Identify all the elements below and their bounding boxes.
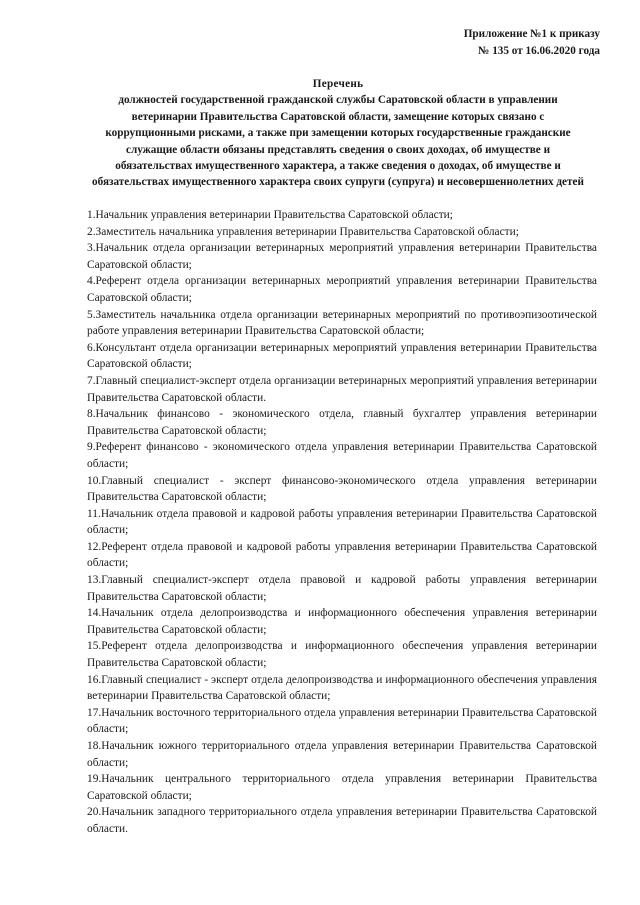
position-item: 6.Консультант отдела организации ветеринарных мероприятий управления ветеринарии Правительства Саратовской области; [87, 341, 597, 371]
position-item: 18.Начальник южного территориального отдела управления ветеринарии Правительства Саратовской области; [87, 740, 597, 769]
positions-list [87, 207, 597, 838]
position-item: 7.Главный специалист-эксперт отдела организации ветеринарных мероприятий управления ветеринарии Правительства Саратовской области. [87, 374, 597, 404]
appendix-header [400, 26, 600, 60]
position-item: 8.Начальник финансово - экономического отдела, главный бухгалтер управления ветеринарии Правительства Саратовской области; [87, 408, 597, 437]
position-item: 5.Заместитель начальника отдела организации ветеринарных мероприятий по противоэпизоотической работе управления ветеринарии Правительства Саратовской области; [87, 308, 597, 338]
position-item: 13.Главный специалист-эксперт отдела правовой и кадровой работы управления ветеринарии Правительства Саратовской области; [87, 574, 597, 603]
position-item: 17.Начальник восточного территориального отдела управления ветеринарии Правительства Саратовской области; [87, 706, 597, 736]
position-item: 1.Начальник управления ветеринарии Правительства Саратовской области; [87, 209, 453, 221]
title-subtitle: должностей государственной гражданской службы Саратовской области в управлении ветеринарии Правительства Саратовской области, замещение которых связано с коррупционными рисками, а также при замещении которых государственные гражданские служащие области обязаны представлять сведения о своих доходах, об имуществе и обязательствах имущественного характера, а также сведения о доходах, об имуществе и обязательствах имущественного характера своих супруги (супруга) и несовершеннолетних детей [92, 94, 584, 189]
position-item: 4.Референт отдела организации ветеринарных мероприятий управления ветеринарии Правительства Саратовской области; [87, 275, 597, 304]
position-item: 9.Референт финансово - экономического отдела управления ветеринарии Правительства Саратовской области; [87, 441, 597, 470]
position-item: 14.Начальник отдела делопроизводства и информационного обеспечения управления ветеринарии Правительства Саратовской области; [87, 607, 597, 636]
appendix-line-2: № 135 от 16.06.2020 года [478, 45, 600, 57]
position-item: 20.Начальник западного территориального отдела управления ветеринарии Правительства Саратовской области. [87, 806, 597, 835]
document-title [88, 76, 588, 191]
position-item: 11.Начальник отдела правовой и кадровой работы управления ветеринарии Правительства Саратовской области; [87, 507, 597, 537]
position-item: 12.Референт отдела правовой и кадровой работы управления ветеринарии Правительства Саратовской области; [87, 540, 597, 570]
position-item: 2.Заместитель начальника управления ветеринарии Правительства Саратовской области; [87, 225, 519, 238]
position-item: 10.Главный специалист - эксперт финансово-экономического отдела управления ветеринарии Правительства Саратовской области; [87, 474, 597, 504]
position-item: 15.Референт отдела делопроизводства и информационного обеспечения управления ветеринарии Правительства Саратовской области; [87, 640, 597, 670]
title-main: Перечень [312, 78, 364, 90]
appendix-line-1: Приложение №1 к приказу [463, 28, 600, 40]
position-item: 19.Начальник центрального территориального отдела управления ветеринарии Правительства Саратовской области; [87, 773, 597, 802]
position-item: 3.Начальник отдела организации ветеринарных мероприятий управления ветеринарии Правительства Саратовской области; [87, 242, 597, 271]
position-item: 16.Главный специалист - эксперт отдела делопроизводства и информационного обеспечения управления ветеринарии Правительства Саратовской области; [87, 673, 597, 703]
